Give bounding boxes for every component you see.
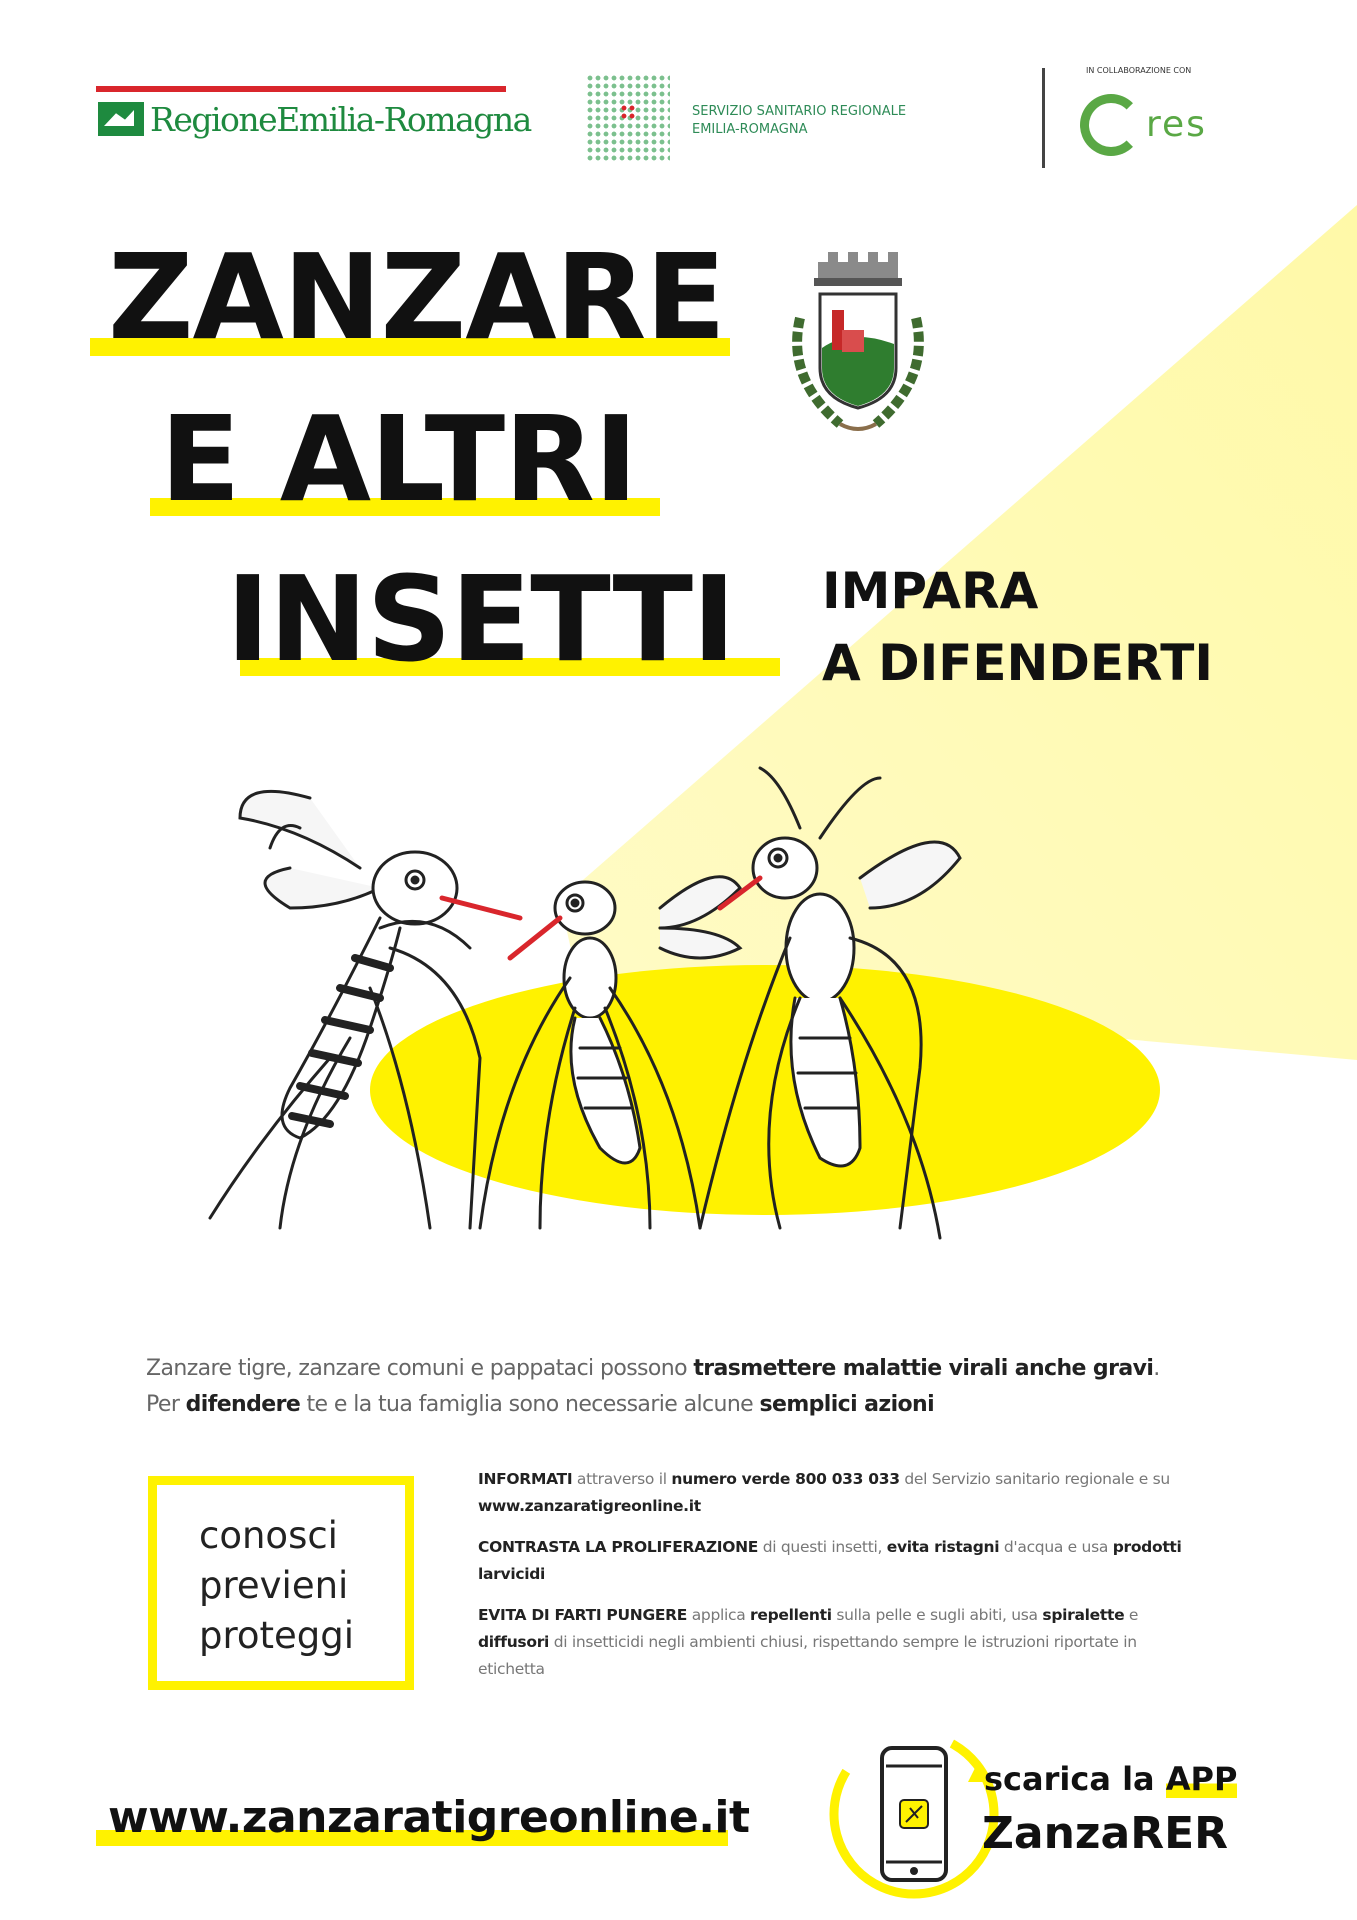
partner-logo-text: res: [1146, 104, 1207, 145]
subtitle-line-2: A DIFENDERTI: [822, 634, 1213, 692]
health-service-line1: SERVIZIO SANITARIO REGIONALE: [692, 104, 907, 119]
smartphone-app-icon: [826, 1726, 1002, 1902]
intro-line-2: Per difendere te e la tua famiglia sono necessarie alcune semplici azioni: [146, 1392, 935, 1417]
municipal-crest-icon: [780, 248, 936, 448]
app-download-label: scarica la APP: [984, 1760, 1238, 1798]
partner-logo: [1080, 66, 1230, 176]
subtitle-line-1: IMPARA: [822, 562, 1039, 620]
servizio-sanitario-logo: [586, 74, 986, 164]
health-service-line2: EMILIA-ROMAGNA: [692, 122, 808, 137]
box-word-proteggi: proteggi: [199, 1614, 355, 1657]
region-flag-icon: [98, 102, 144, 136]
action-evita: EVITA DI FARTI PUNGERE applica repellenti sulla pelle e sugli abiti, usa spiralette e diffusori di insetticidi negli ambienti chiusi, rispettando sempre le istruzioni riportate in etichetta: [478, 1606, 1139, 1678]
partner-ring-icon: [1080, 94, 1142, 156]
box-word-previeni: previeni: [199, 1564, 349, 1607]
regione-emilia-romagna-logo: [96, 86, 531, 148]
intro-line-1: Zanzare tigre, zanzare comuni e pappataci possono trasmettere malattie virali anche gravi.: [146, 1356, 1160, 1381]
key-words-box: [148, 1476, 414, 1690]
title-line-1: ZANZARE: [108, 228, 725, 366]
header-divider: [1042, 68, 1045, 168]
collaboration-label: IN COLLABORAZIONE CON: [1086, 66, 1192, 75]
action-contrasta: CONTRASTA LA PROLIFERAZIONE di questi insetti, evita ristagni d'acqua e usa prodotti larvicidi: [478, 1538, 1182, 1583]
region-logo-text: RegioneEmilia-Romagna: [150, 100, 531, 139]
mosquito-illustration: [180, 758, 1160, 1318]
dot-grid-icon: [586, 74, 670, 162]
website-link[interactable]: www.zanzaratigreonline.it: [108, 1792, 750, 1843]
box-word-conosci: conosci: [199, 1514, 338, 1557]
title-line-2: E ALTRI: [160, 390, 637, 528]
app-name[interactable]: ZanzaRER: [982, 1808, 1229, 1859]
action-informati: INFORMATI attraverso il numero verde 800 033 033 del Servizio sanitario regionale e su www.zanzaratigreonline.it: [478, 1470, 1170, 1515]
title-line-3: INSETTI: [226, 550, 735, 688]
